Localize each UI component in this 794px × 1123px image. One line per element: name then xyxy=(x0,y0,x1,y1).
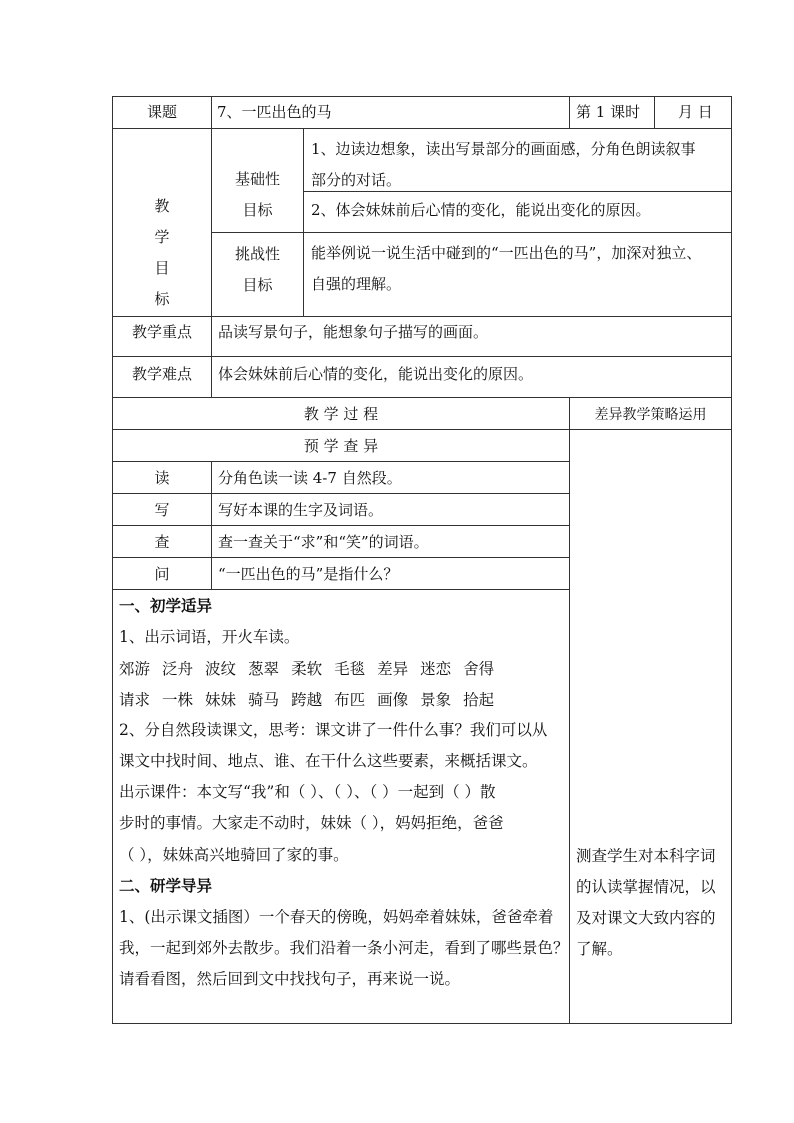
basic-goal-item-line: 1、边读边想象，读出写景部分的画面感，分角色朗读叙事 xyxy=(311,140,696,158)
table-border xyxy=(112,397,732,398)
step2-line: 2、分自然段读课文，思考：课文讲了一件什么事？我们可以从 xyxy=(119,721,548,739)
difficulty-text: 体会妹妹前后心情的变化，能说出变化的原因。 xyxy=(218,365,534,383)
goals-label-char: 标 xyxy=(154,290,170,308)
table-border xyxy=(112,1023,732,1024)
basic-goal-item-1 xyxy=(311,134,696,196)
preview-title: 预 学 查 异 xyxy=(303,437,379,455)
word-item: 布匹 xyxy=(334,691,366,709)
table-border xyxy=(303,128,304,316)
table-border xyxy=(112,128,732,129)
word-item: 迷恋 xyxy=(420,660,452,678)
word-list-row xyxy=(119,659,506,679)
step2-line: 课文中找时间、地点、谁、在干什么这些要素，来概括课文。 xyxy=(119,752,538,770)
section1-title: 一、初学适异 xyxy=(119,596,213,615)
word-item: 葱翠 xyxy=(248,660,280,678)
table-border xyxy=(112,493,569,494)
table-border xyxy=(112,429,732,430)
challenge-goal-line: 自强的理解。 xyxy=(311,275,402,293)
table-border xyxy=(569,96,570,128)
focus-label: 教学重点 xyxy=(131,323,192,341)
word-item: 请求 xyxy=(119,691,151,709)
focus-text: 品读写景句子，能想象句子描写的画面。 xyxy=(218,323,489,341)
step2-line: 出示课件：本文写“我”和（ ）、（ ）、（ ）一起到（ ）散 xyxy=(119,783,496,801)
strategy-title: 差异教学策略运用 xyxy=(594,407,707,423)
challenge-goal-text xyxy=(311,238,701,300)
word-item: 毛毯 xyxy=(334,660,366,678)
goals-label xyxy=(113,191,211,315)
strategy-line: 的认读掌握情况，以 xyxy=(576,878,716,896)
basic-goal-item-2: 2、体会妹妹前后心情的变化，能说出变化的原因。 xyxy=(311,201,651,219)
basic-goal-item-line: 部分的对话。 xyxy=(311,171,402,189)
step1-text: 1、出示词语，开火车读。 xyxy=(119,628,300,646)
goals-label-char: 教 xyxy=(154,197,170,215)
strategy-line: 了解。 xyxy=(576,940,623,958)
table-border xyxy=(112,525,569,526)
challenge-goal-line: 能举例说一说生活中碰到的“一匹出色的马”，加深对独立、 xyxy=(311,244,702,262)
word-item: 一株 xyxy=(162,691,194,709)
subject-label: 课题 xyxy=(146,103,177,121)
preview-row-text: 写好本课的生字及词语。 xyxy=(218,501,384,519)
table-border xyxy=(112,589,569,590)
goals-label-char: 目 xyxy=(154,259,170,277)
process-title: 教 学 过 程 xyxy=(303,405,379,423)
subject-value: 7、一匹出色的马 xyxy=(217,103,332,121)
step3-line: 1、(出示课文插图）一个春天的傍晚，妈妈牵着妹妹，爸爸牵着 xyxy=(119,908,554,926)
step2-line: 步时的事情。大家走不动时，妹妹（ ），妈妈拒绝，爸爸 xyxy=(119,814,504,832)
strategy-line: 及对课文大致内容的 xyxy=(576,909,716,927)
challenge-goal-label-line: 挑战性 xyxy=(234,245,280,263)
table-border xyxy=(211,461,212,589)
basic-goal-label-line: 基础性 xyxy=(234,170,280,188)
table-border xyxy=(654,96,655,128)
word-item: 差异 xyxy=(377,660,409,678)
word-item: 波纹 xyxy=(205,660,237,678)
period-label: 第 1 课时 xyxy=(576,103,641,121)
preview-row-label: 问 xyxy=(154,565,170,583)
preview-row-label: 读 xyxy=(154,469,170,487)
strategy-line: 测查学生对本科字词 xyxy=(576,847,716,865)
table-border xyxy=(112,461,569,462)
goals-label-char: 学 xyxy=(154,228,170,246)
word-item: 郊游 xyxy=(119,660,151,678)
step3-line: 请看看图，然后回到文中找找句子，再来说一说。 xyxy=(119,970,461,988)
preview-row-text: 查一查关于“求”和“笑”的词语。 xyxy=(218,533,429,551)
word-item: 骑马 xyxy=(248,691,280,709)
basic-goal-label xyxy=(212,164,303,226)
word-list-row xyxy=(119,690,506,710)
word-item: 泛舟 xyxy=(162,660,194,678)
preview-row-label: 查 xyxy=(154,533,170,551)
preview-row-label: 写 xyxy=(154,501,170,519)
preview-row-text: “一匹出色的马”是指什么？ xyxy=(218,565,399,583)
table-border xyxy=(731,96,732,1024)
table-border xyxy=(112,557,569,558)
challenge-goal-label xyxy=(212,239,303,301)
word-item: 画像 xyxy=(377,691,409,709)
preview-row-text: 分角色读一读 4-7 自然段。 xyxy=(218,469,402,487)
section2-title: 二、研学导异 xyxy=(119,876,213,895)
step3-line: 我，一起到郊外去散步。我们沿着一条小河走，看到了哪些景色？ xyxy=(119,939,569,957)
date-label: 月 日 xyxy=(678,103,713,121)
challenge-goal-label-line: 目标 xyxy=(242,276,273,294)
word-item: 跨越 xyxy=(291,691,323,709)
table-border xyxy=(112,96,732,97)
strategy-note xyxy=(576,841,716,965)
step2-line: （ ），妹妹高兴地骑回了家的事。 xyxy=(119,846,349,864)
basic-goal-label-line: 目标 xyxy=(242,201,273,219)
table-border xyxy=(211,232,732,233)
word-item: 景象 xyxy=(420,691,452,709)
word-item: 柔软 xyxy=(291,660,323,678)
word-item: 舍得 xyxy=(463,660,495,678)
table-border xyxy=(569,397,570,1023)
word-item: 拾起 xyxy=(463,691,495,709)
word-item: 妹妹 xyxy=(205,691,237,709)
table-border xyxy=(112,356,732,357)
table-border xyxy=(112,316,732,317)
difficulty-label: 教学难点 xyxy=(131,365,192,383)
